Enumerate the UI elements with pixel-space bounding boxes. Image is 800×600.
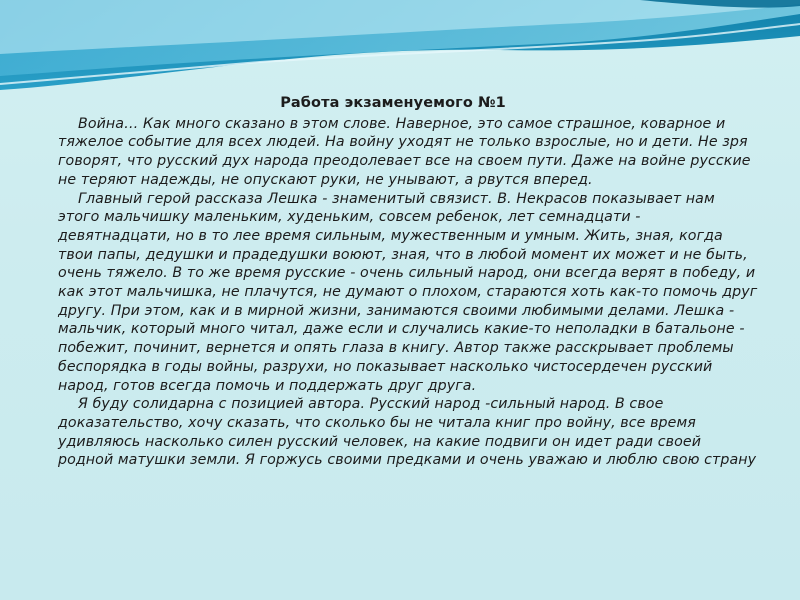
- paragraph-1: Война… Как много сказано в этом слове. Наверное, это самое страшное, коварное и тяжелое событие для всех людей. На войну уходят не только взрослые, но и дети. Не зря говорят, что русский дух народа преодолевает все на своем пути. Даже на войне русские не теряют надежды, не опускают руки, не унывают, а рвутся вперед.: [58, 115, 751, 188]
- paragraph-2: Главный герой рассказа Лешка - знаменитый связист. В. Некрасов показывает нам этого мальчишку маленьким, худеньким, совсем ребенок, лет семнадцати - девятнадцати, но в то лее время сильным, мужественным и умным. Жить, зная, когда твои папы, дедушки и прадедушки воюют, зная, что в любой момент их может и не быть, очень тяжело. В то же время русские - очень сильный народ, они всегда верят в победу, и как этот мальчишка, не плачутся, не думают о плохом, стараются хоть как-то помочь друг другу. При этом, как и в мирной жизни, занимаются своими любимыми делами. Лешка - мальчик, который много читал, даже если и случались какие-то неполадки в батальоне - побежит, починит, вернется и опять глаза в книгу. Автор также расскрывает проблемы беспорядка в годы войны, разрухи, но показывает насколько чистосердечен русский народ, готов всегда помочь и поддержать друг друга.: [58, 190, 758, 394]
- slide-title: Работа экзаменуемого №1: [280, 95, 506, 111]
- slide-content: [58, 94, 758, 470]
- paragraph-3: Я буду солидарна с позицией автора. Русский народ -сильный народ. В свое доказательство, хочу сказать, что сколько бы не читала книг про войну, все время удивляюсь насколько силен русский человек, на какие подвиги он идет ради своей родной матушки земли. Я горжусь своими предками и очень уважаю и люблю свою страну: [58, 396, 757, 469]
